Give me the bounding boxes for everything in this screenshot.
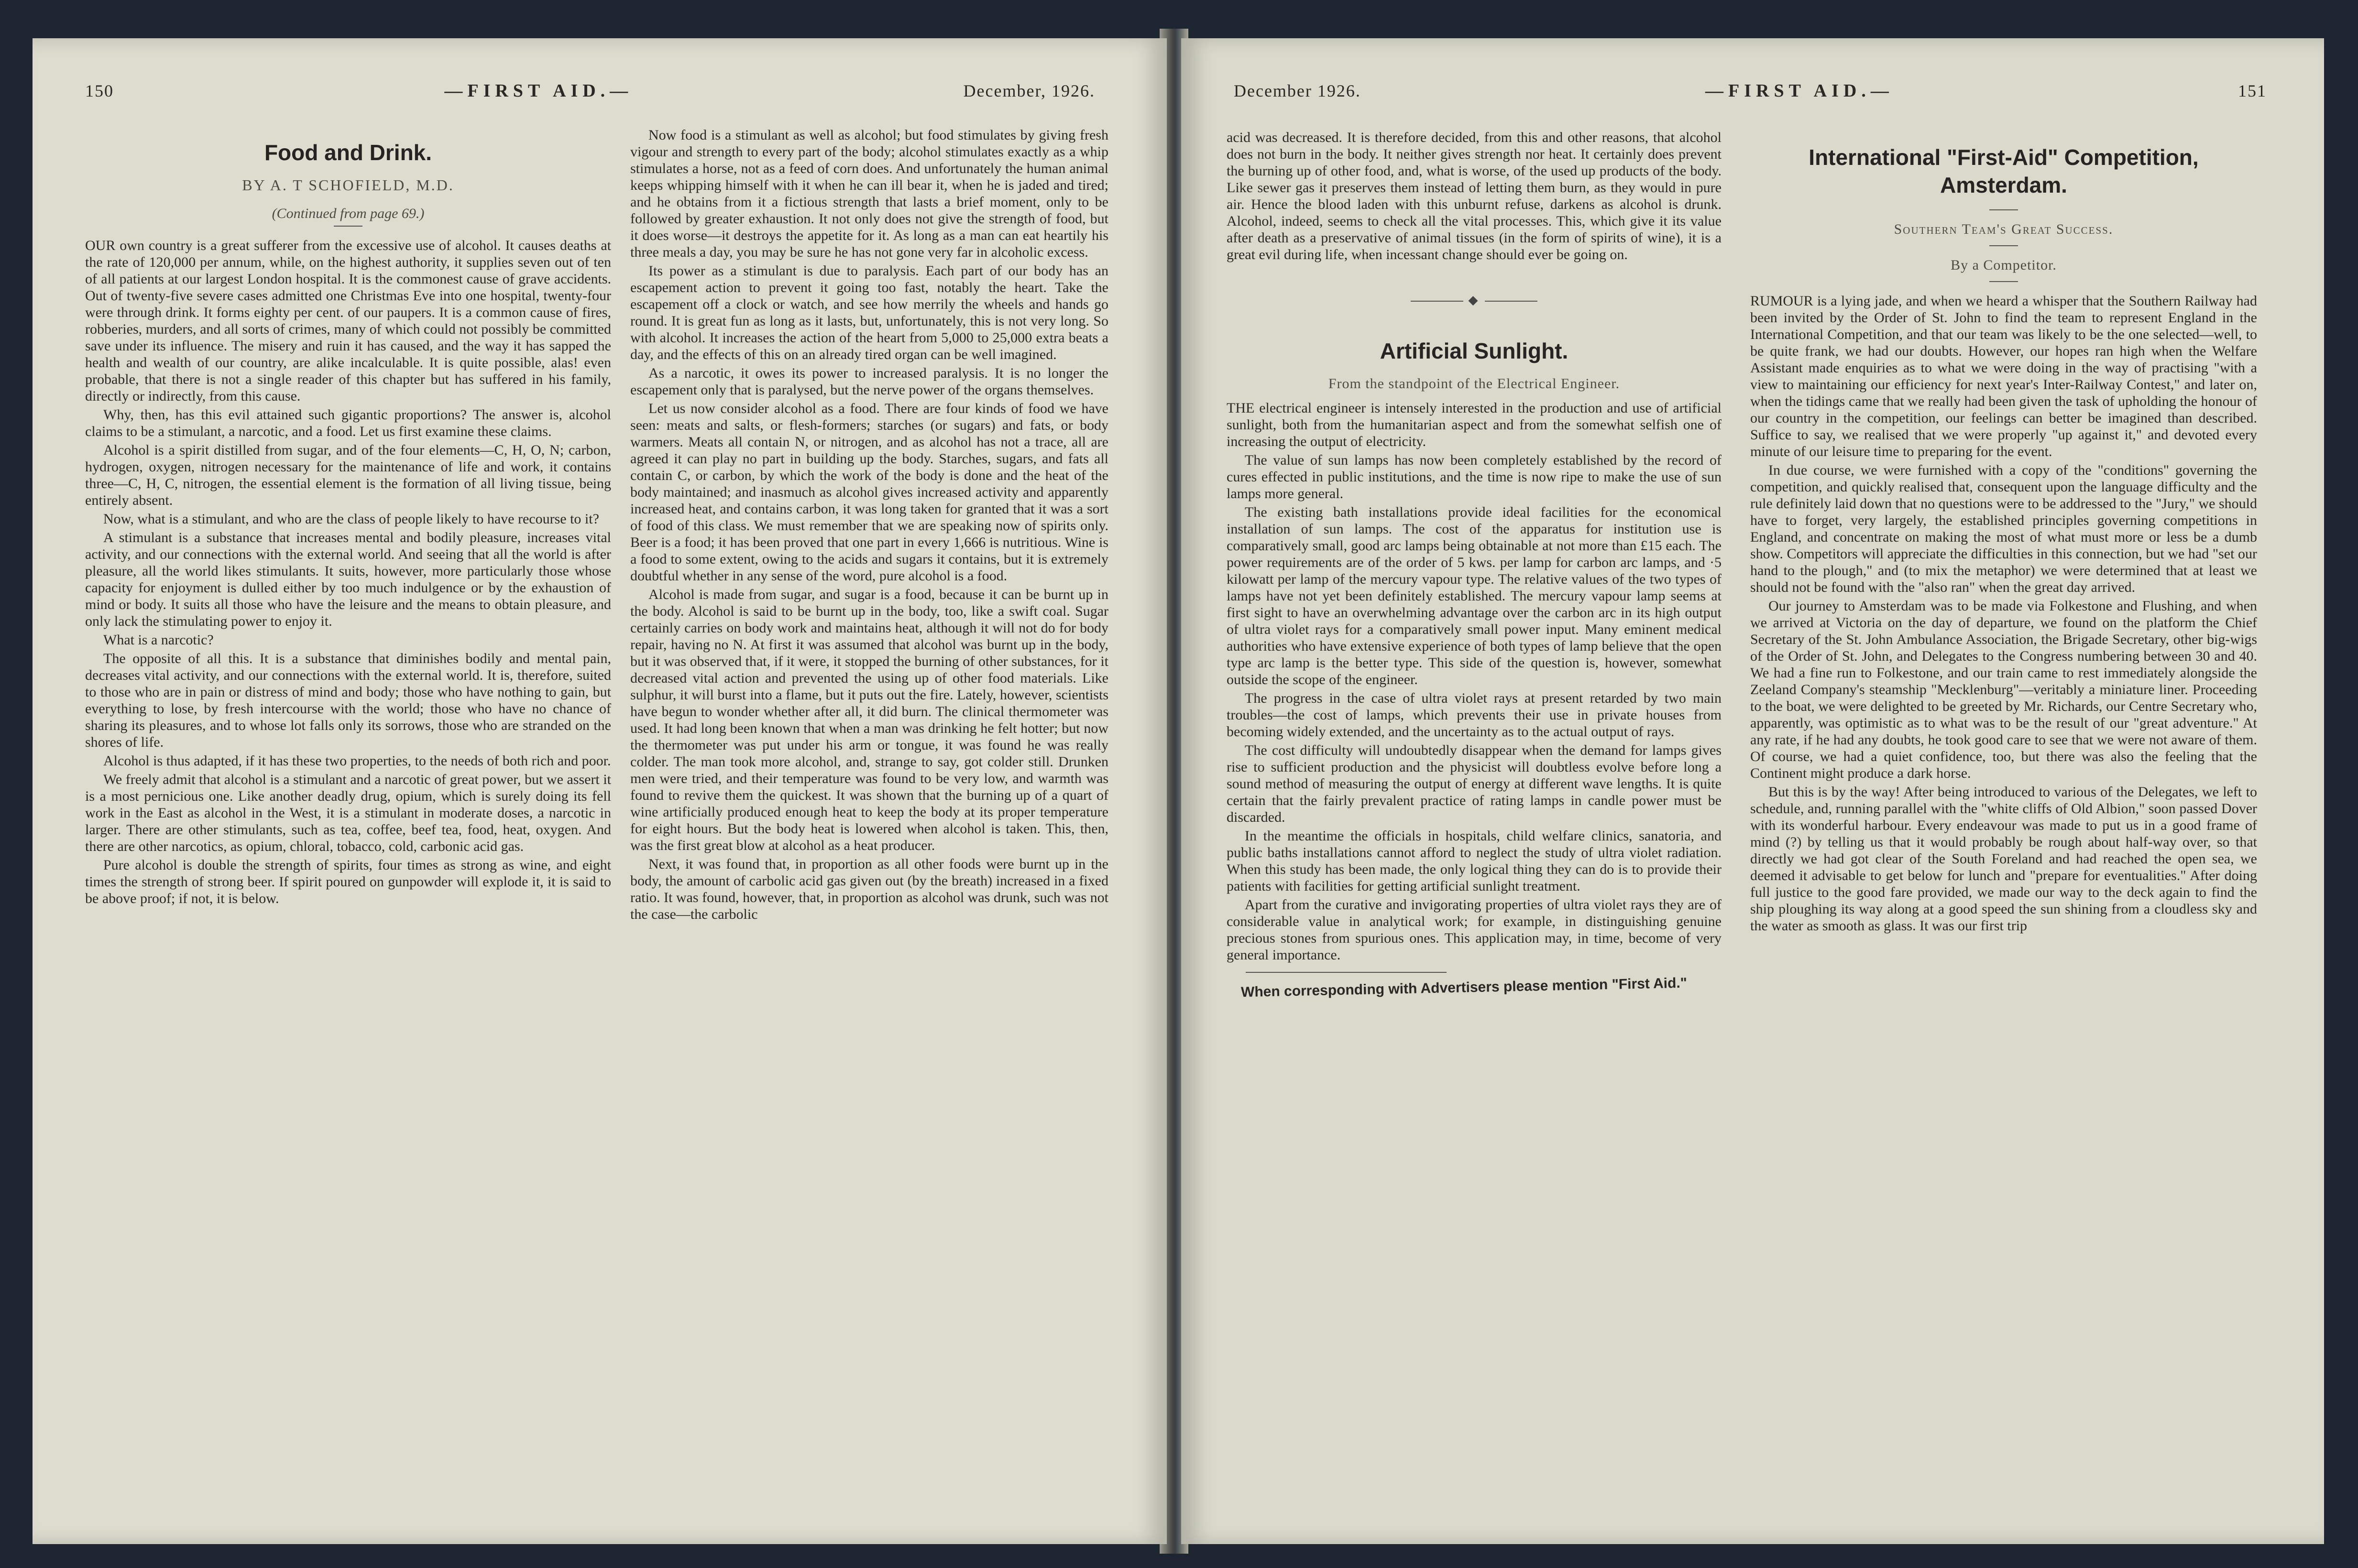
paragraph: A stimulant is a substance that increases mental and bodily pleasure, increases vital activity, and our connections with the external world. And seeing that all the world is after pleasure, all the world likes stimulants. It suits, however, more particularly those whose capacity for enjoyment is dulled either by too much indulgence or by the exhaustion of mind or body. It suits all those who have the leisure and the means to obtain pleasure, and only lack the stimulating power to enjoy it.	[85, 530, 611, 629]
continued-note: (Continued from page 69.)	[272, 206, 425, 221]
article2-subtitle: From the standpoint of the Electrical Engineer.	[1328, 376, 1620, 392]
running-title: —FIRST AID.—	[1705, 81, 1894, 101]
paragraph: In the meantime the officials in hospitals, child welfare clinics, sanatoria, and public baths installations cannot afford to neglect the study of ultra violet radiation. When this study has been made, the only logical thing they can do is to provide their patients with facilities for getting artificial sunlight treatment.	[1227, 828, 1722, 894]
paragraph: Pure alcohol is double the strength of spirits, four times as strong as wine, and eight times the strength of strong beer. If spirit poured on gunpowder will explode it, it is said to be above proof; if not, it is below.	[85, 857, 611, 906]
article3-title: International "First-Aid" Competition, Amsterdam.	[1809, 145, 2199, 197]
article2-title: Artificial Sunlight.	[1380, 338, 1568, 363]
issue-date: December 1926.	[1234, 81, 1361, 100]
page-number: 151	[2238, 81, 2267, 100]
paragraph: We freely admit that alcohol is a stimulant and a narcotic of great power, but we assert it is a most pernicious one. Like another deadly drug, opium, which is surely doing its fell work in the East as alcohol in the West, it is a stimulant in moderate doses, a narcotic in larger. There are other stimulants, such as tea, coffee, beef tea, food, heat, oxygen. And there are other narcotics, as opium, chloral, tobacco, cold, carbonic acid gas.	[85, 772, 611, 854]
right-running-head	[1234, 76, 2267, 105]
paragraph: Now, what is a stimulant, and who are the class of people likely to have recourse to it?	[103, 511, 599, 527]
paragraph: OUR own country is a great sufferer from the excessive use of alcohol. It causes deaths at the rate of 120,000 per annum, while, on the highest authority, it supplies seven out of ten of all patients at our largest London hospital. It is the commonest cause of grave accidents. Out of twenty-five severe cases admitted one Christmas Eve into one hospital, twenty-four were through drink. It forms eighty per cent. of our paupers. It is a common cause of fires, robberies, murders, and all sorts of crimes, many of which could not possibly be committed save under its influence. The misery and ruin it has caused, and the way it has sapped the health and wealth of our country, are alike incalculable. It is quite possible, alas! even probable, that there is not a single reader of this chapter but has suffered in his family, directly or indirectly, from this cause.	[85, 238, 611, 404]
paragraph: Our journey to Amsterdam was to be made via Folkestone and Flushing, and when we arrived at Victoria on the day of departure, we found on the platform the Chief Secretary of the St. John Ambulance Association, the Brigade Secretary, other big-wigs of the Order of St. John, and Delegates to the Congress numbering between 30 and 40. We had a fine run to Folkestone, and our train came to rest immediately alongside the Zeeland Company's steamship "Mecklenburg"—veritably a miniature liner. Proceeding to the boat, we were delighted to be greeted by Mr. Richards, our Centre Secretary who, apparently, was optimistic as to what was to be the result of our "great adventure." At any rate, if he had any doubts, he took good care to see that we were not aware of them. Of course, we had a quiet confidence, too, but there was also the feeling that the Continent might produce a dark horse.	[1750, 598, 2257, 781]
paragraph: Apart from the curative and invigorating properties of ultra violet rays they are of considerable value in analytical work; for example, in distinguishing genuine precious stones from spurious ones. This application may, in time, become of very general importance.	[1227, 897, 1722, 963]
divider	[1989, 245, 2018, 246]
footer-rule	[1246, 972, 1447, 973]
paragraph: Why, then, has this evil attained such gigantic proportions? The answer is, alcohol claims to be a stimulant, a narcotic, and a food. Let us first examine these claims.	[85, 407, 611, 439]
paragraph: The existing bath installations provide ideal facilities for the economical installation of sun lamps. The cost of the apparatus for institution use is comparatively small, good arc lamps being obtainable at not more than £15 each. The power requirements are of the order of 5 kws. per lamp for carbon arc lamps, and ·5 kilowatt per lamp of the mercury vapour type. The relative values of the two types of lamps have not yet been definitely established. The mercury vapour lamp seems at first sight to have an overwhelming advantage over the carbon arc in its high output of ultra violet rays for a comparatively small power input. Many eminent medical authorities who have extensive experience of both types of lamp believe that the open type arc lamp is the better type. This side of the question is, however, somewhat outside the scope of the engineer.	[1227, 504, 1722, 687]
article-title: Food and Drink.	[264, 140, 432, 165]
paragraph: acid was decreased. It is therefore decided, from this and other reasons, that alcohol does not burn in the body. It neither gives strength nor heat. It certainly does prevent the burning up of other food, and, what is worse, of the used up products of the body. Like sewer gas it preserves them instead of letting them burn, as they would in pure air. Hence the blood laden with this unburnt refuse, darkens as alcohol is drunk. Alcohol, indeed, seems to check all the vital processes. This, which give it its value after death as a preservative of animal tissues (in the form of spirits of wine), it is a great evil during life, when incessant change should ever be going on.	[1227, 130, 1722, 262]
paragraph: Alcohol is a spirit distilled from sugar, and of the four elements—C, H, O, N; carbon, hydrogen, oxygen, nitrogen necessary for the maintenance of life and work, it contains three—C, H, C, nitrogen, the essential element is the formation of all living tissue, being entirely absent.	[85, 442, 611, 508]
article3-subtitle: Southern Team's Great Success.	[1894, 221, 2114, 237]
paragraph: In due course, we were furnished with a copy of the "conditions" governing the competition, and quickly realised that, consequent upon the language difficulty and the rule definitely laid down that no questions were to be addressed to the "Jury," we should have to forget, very largely, the established principles governing competitions in England, and concentrate on making the most of what must more or less be a dumb show. Competitors will appreciate the difficulties in this connection, but we had "set our hand to the plough," and (to mix the metaphor) we were determined that at least we should not be found with the "also ran" when the great day arrived.	[1750, 462, 2257, 595]
paragraph: The progress in the case of ultra violet rays at present retarded by two main troubles—the cost of lamps, which prevents their use in private houses from becoming widely extended, and the uncertainty as to the actual output of rays.	[1227, 690, 1722, 740]
paragraph: THE electrical engineer is intensely interested in the production and use of artificial sunlight, both from the humanitarian aspect and from the somewhat selfish one of increasing the output of electricity.	[1227, 400, 1722, 449]
paragraph: The opposite of all this. It is a substance that diminishes bodily and mental pain, decreases vital activity, and our connections with the external world. It is, therefore, suited to those who are in pain or distress of mind and body; those who have nothing to gain, but everything to lose, by fresh intercourse with the world; those who have no chance of sharing its pleasures, and to whose lot falls only its sorrows, those who are stranded on the shores of life.	[85, 651, 611, 750]
paragraph: Next, it was found that, in proportion as all other foods were burnt up in the body, the amount of carbolic acid gas given out (by the breath) increased in a fixed ratio. It was found, however, that, in proportion as alcohol was drunk, such was not the case—the carbolic	[630, 856, 1108, 922]
byline: BY A. T SCHOFIELD, M.D.	[242, 176, 454, 194]
paragraph: Its power as a stimulant is due to paralysis. Each part of our body has an escapement action to prevent it going too fast, notably the heart. Take the escapement off a clock or watch, and see how merrily the wheels and hands go round. It is great fun as long as it lasts, but, unfortunately, this is not very long. So with alcohol. It increases the action of the heart from 5,000 to 25,000 extra beats a day, and the effects of this on an already tired organ can be well imagined.	[630, 263, 1108, 362]
paragraph: Now food is a stimulant as well as alcohol; but food stimulates by giving fresh vigour and strength to every part of the body; alcohol stimulates exactly as a whip stimulates a horse, not as a feed of corn does. And unfortunately the human animal keeps whipping himself with it when he can ill bear it, when he is jaded and tired; and he obtains from it a fictious strength that lasts a brief moment, only to be followed by greater exhaustion. It not only does not give the strength of food, but it does worse—it destroys the appetite for it. As long as a man can eat heartily his three meals a day, you may be sure he has not gone very far in alcoholic excess.	[630, 127, 1108, 260]
left-column-2	[630, 127, 1108, 925]
running-title: —FIRST AID.—	[444, 81, 633, 101]
advertisers-note: When corresponding with Advertisers please mention "First Aid."	[1240, 975, 1688, 1001]
paragraph: Let us now consider alcohol as a food. There are four kinds of food we have seen: meats and salts, or flesh-formers; starches (or sugars) and fats, or body warmers. Meats all contain N, or nitrogen, and as alcohol has not a trace, all are agreed it can play no part in building up the body. Starches, sugars, and fats all contain C, or carbon, by which the work of the body is done and the heat of the body maintained; and inasmuch as alcohol gives increased activity and apparently increased heat, and contains carbon, it was long taken for granted that it was a sort of food of this class. We must remember that we are speaking now of spirits only. Beer is a food; it has been proved that one part in every 1,666 is nutritious. Wine is a food to some extent, owing to the acids and sugars it contains, but it is extremely doubtful whether in any sense of the word, pure alcohol is a food.	[630, 401, 1108, 584]
right-column-2	[1750, 139, 2257, 936]
article3-byline: By a Competitor.	[1951, 257, 2057, 273]
left-page	[33, 38, 1167, 1544]
paragraph: RUMOUR is a lying jade, and when we heard a whisper that the Southern Railway had been invited by the Order of St. John to find the team to represent England in the International Competition, and that our team was likely to be the one selected—well, to be quite frank, we had our doubts. However, our hopes ran high when the Welfare Assistant made enquiries as to what we were doing in the way of practising "with a view to maintaining our efficiency for next year's Inter-Railway Contest," and later on, when the tidings came that we really had been given the task of upholding the honour of our country in the competition, our feelings can better be imagined than described. Suffice to say, we realised that we were properly "up against it," and devoted every minute of our leisure time to preparing for the event.	[1750, 293, 2257, 459]
divider	[334, 226, 362, 227]
paragraph: Alcohol is thus adapted, if it has these two properties, to the needs of both rich and poor.	[103, 753, 611, 769]
ornament-divider: ◆	[1227, 292, 1722, 308]
left-column-1	[85, 134, 611, 909]
divider	[1989, 281, 2018, 282]
paragraph: The value of sun lamps has now been completely established by the record of cures effected in public institutions, and the time is now ripe to make the use of sun lamps more general.	[1227, 452, 1722, 501]
paragraph: But this is by the way! After being introduced to various of the Delegates, we left to schedule, and, running parallel with the "white cliffs of Old Albion," soon passed Dover with its wonderful harbour. Every endeavour was made to put us in a good frame of mind (?) by telling us that it would probably be rough about half-way over, so that directly we had got clear of the South Foreland and had reached the open sea, we deemed it advisable to get below for lunch and "prepare for eventualities." After doing full justice to the good fare provided, we made our way to the deck again to find the ship ploughing its way along at a good speed the sun shining from a cloudless sky and the water as smooth as glass. It was our first trip	[1750, 784, 2257, 934]
paragraph: What is a narcotic?	[103, 632, 214, 648]
page-number: 150	[85, 81, 114, 100]
issue-date: December, 1926.	[963, 81, 1095, 100]
right-column-1	[1227, 129, 1722, 1001]
right-page	[1181, 38, 2324, 1544]
divider	[1989, 209, 2018, 210]
left-running-head	[85, 76, 1095, 105]
paragraph: Alcohol is made from sugar, and sugar is a food, because it can be burnt up in the body. Alcohol is said to be burnt up in the body, too, like a swift coal. Sugar certainly carries on body work and maintains heat, although it will not do for body repair, having no N. At first it was assumed that alcohol was burnt up in the body, but it was observed that, if it were, it stopped the burning of other substances, for it decreased vital action and prevented the using up of other food materials. Like sulphur, it will burst into a flame, but it puts out the fire. Lately, however, scientists have begun to wonder whether after all, it did burn. The clinical thermometer was used. It had long been known that when a man was drinking he felt hotter; but now the thermometer was put under his arm or tongue, it was found he was really colder. The man took more alcohol, and, strange to say, got colder still. Drunken men were tried, and their temperature was found to be very low, and warmth was found to revive them the quickest. It was shown that the burning up of a quart of wine artificially produced enough heat to keep the body at its proper temperature for eight hours. But the body heat is lowered when alcohol is taken. This, then, was the first great blow at alcohol as a heat producer.	[630, 587, 1108, 853]
paragraph: As a narcotic, it owes its power to increased paralysis. It is no longer the escapement only that is paralysed, but the nerve power of the organs themselves.	[630, 365, 1108, 398]
paragraph: The cost difficulty will undoubtedly disappear when the demand for lamps gives rise to sufficient production and the physicist will doubtless evolve before long a sound method of measuring the output of energy at different wave lengths. It is quite certain that the fairly prevalent practice of rating lamps in candle power must be discarded.	[1227, 742, 1722, 825]
